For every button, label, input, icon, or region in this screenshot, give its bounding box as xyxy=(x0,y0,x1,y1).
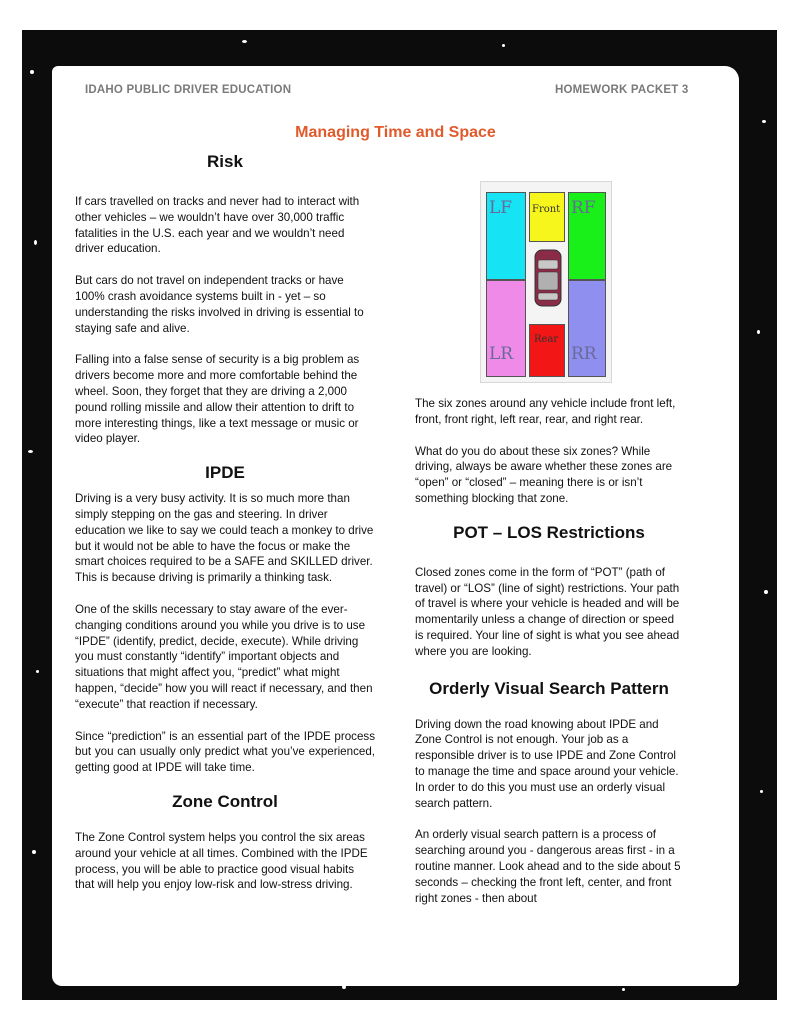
ipde-paragraph-3: Since “prediction” is an essential part of the IPDE process but you can usually only predict what you’ve experienced, getting good at IPDE will take time. xyxy=(75,729,375,775)
zone-front xyxy=(529,192,565,242)
visual-search-paragraph-1: Driving down the road knowing about IPDE and Zone Control is not enough. Your job as a responsible driver is to use IPDE and Zone Control to manage the time and space around your vehicle. In order to do this you must use an orderly visual search pattern. xyxy=(415,717,679,810)
page-title: Managing Time and Space xyxy=(295,124,496,141)
header-organization: IDAHO PUBLIC DRIVER EDUCATION xyxy=(85,84,292,96)
header-packet: HOMEWORK PACKET 3 xyxy=(555,84,689,96)
zone-rear xyxy=(529,324,565,377)
ipde-paragraph-1: Driving is a very busy activity. It is so much more than simply stepping on the gas and steering. In driver education we like to say we could teach a monkey to drive but it would not be able to have the focus or make the smart choices required to be a SAFE and SKILLED driver. This is because driving is primarily a thinking task. xyxy=(75,492,374,585)
visual-search-paragraph-2: An orderly visual search pattern is a process of searching around you - dangerous areas first - in a routine manner. Look ahead and to the side about 5 seconds – checking the front left, center, and front right zones - then about xyxy=(415,828,681,905)
left-column xyxy=(75,152,375,893)
ipde-heading: IPDE xyxy=(205,463,245,483)
label-rf: RF xyxy=(571,198,596,218)
ipde-paragraph-2: One of the skills necessary to stay aware of the ever-changing conditions around you while you drive is to use “IPDE” (identify, predict, decide, execute). While driving you must constantly “identify” important objects and situations that might affect you, “predict” what might happen, “decide” how you will react if necessary, and then “execute” that reaction if necessary. xyxy=(75,602,373,711)
risk-paragraph-3: Falling into a false sense of security is a big problem as drivers become more and more comfortable behind the wheel. Soon, they forget that they are driving a 2,000 pound rolling missile and allow their attention to drift to more interesting things, like a text message or music or video player. xyxy=(75,353,360,446)
label-rear: Rear xyxy=(534,334,559,345)
label-lr: LR xyxy=(489,344,514,364)
zones-paragraph-1: The six zones around any vehicle include front left, front, front right, left rear, rear, and right rear. xyxy=(415,397,676,426)
zones-paragraph-2: What do you do about these six zones? While driving, always be aware whether these zones are “open” or “closed” – meaning there is or isn’t something blocking that zone. xyxy=(415,444,673,505)
label-rr: RR xyxy=(571,344,597,364)
zone-control-paragraph-1: The Zone Control system helps you control the six areas around your vehicle at all times. Combined with the IPDE process, you will be able to practice good visual habits that will help you enjoy low-risk and low-stress driving. xyxy=(75,830,368,892)
label-lf: LF xyxy=(489,198,513,218)
risk-paragraph-2: But cars do not travel on independent tracks or have 100% crash avoidance systems built in - yet – so understanding the risks involved in driving is essential to staying safe and alive. xyxy=(75,274,364,335)
pot-los-paragraph-1: Closed zones come in the form of “POT” (path of travel) or “LOS” (line of sight) restrictions. Your path of travel is where your vehicle is headed and will be momentarily unless a change of direction or speed is required. Your line of sight is what you see ahead where you are looking. xyxy=(415,565,680,658)
car-icon xyxy=(533,248,563,308)
zone-control-heading: Zone Control xyxy=(172,791,278,811)
visual-search-heading: Orderly Visual Search Pattern xyxy=(429,678,669,698)
right-column xyxy=(415,396,683,906)
label-front: Front xyxy=(532,204,561,215)
six-zone-diagram xyxy=(480,181,612,383)
pot-los-heading: POT – LOS Restrictions xyxy=(453,522,645,542)
risk-heading: Risk xyxy=(207,152,243,171)
risk-paragraph-1: If cars travelled on tracks and never had to interact with other vehicles – we wouldn’t have over 30,000 traffic fatalities in the U.S. each year and we wouldn’t need driver education. xyxy=(75,195,360,256)
